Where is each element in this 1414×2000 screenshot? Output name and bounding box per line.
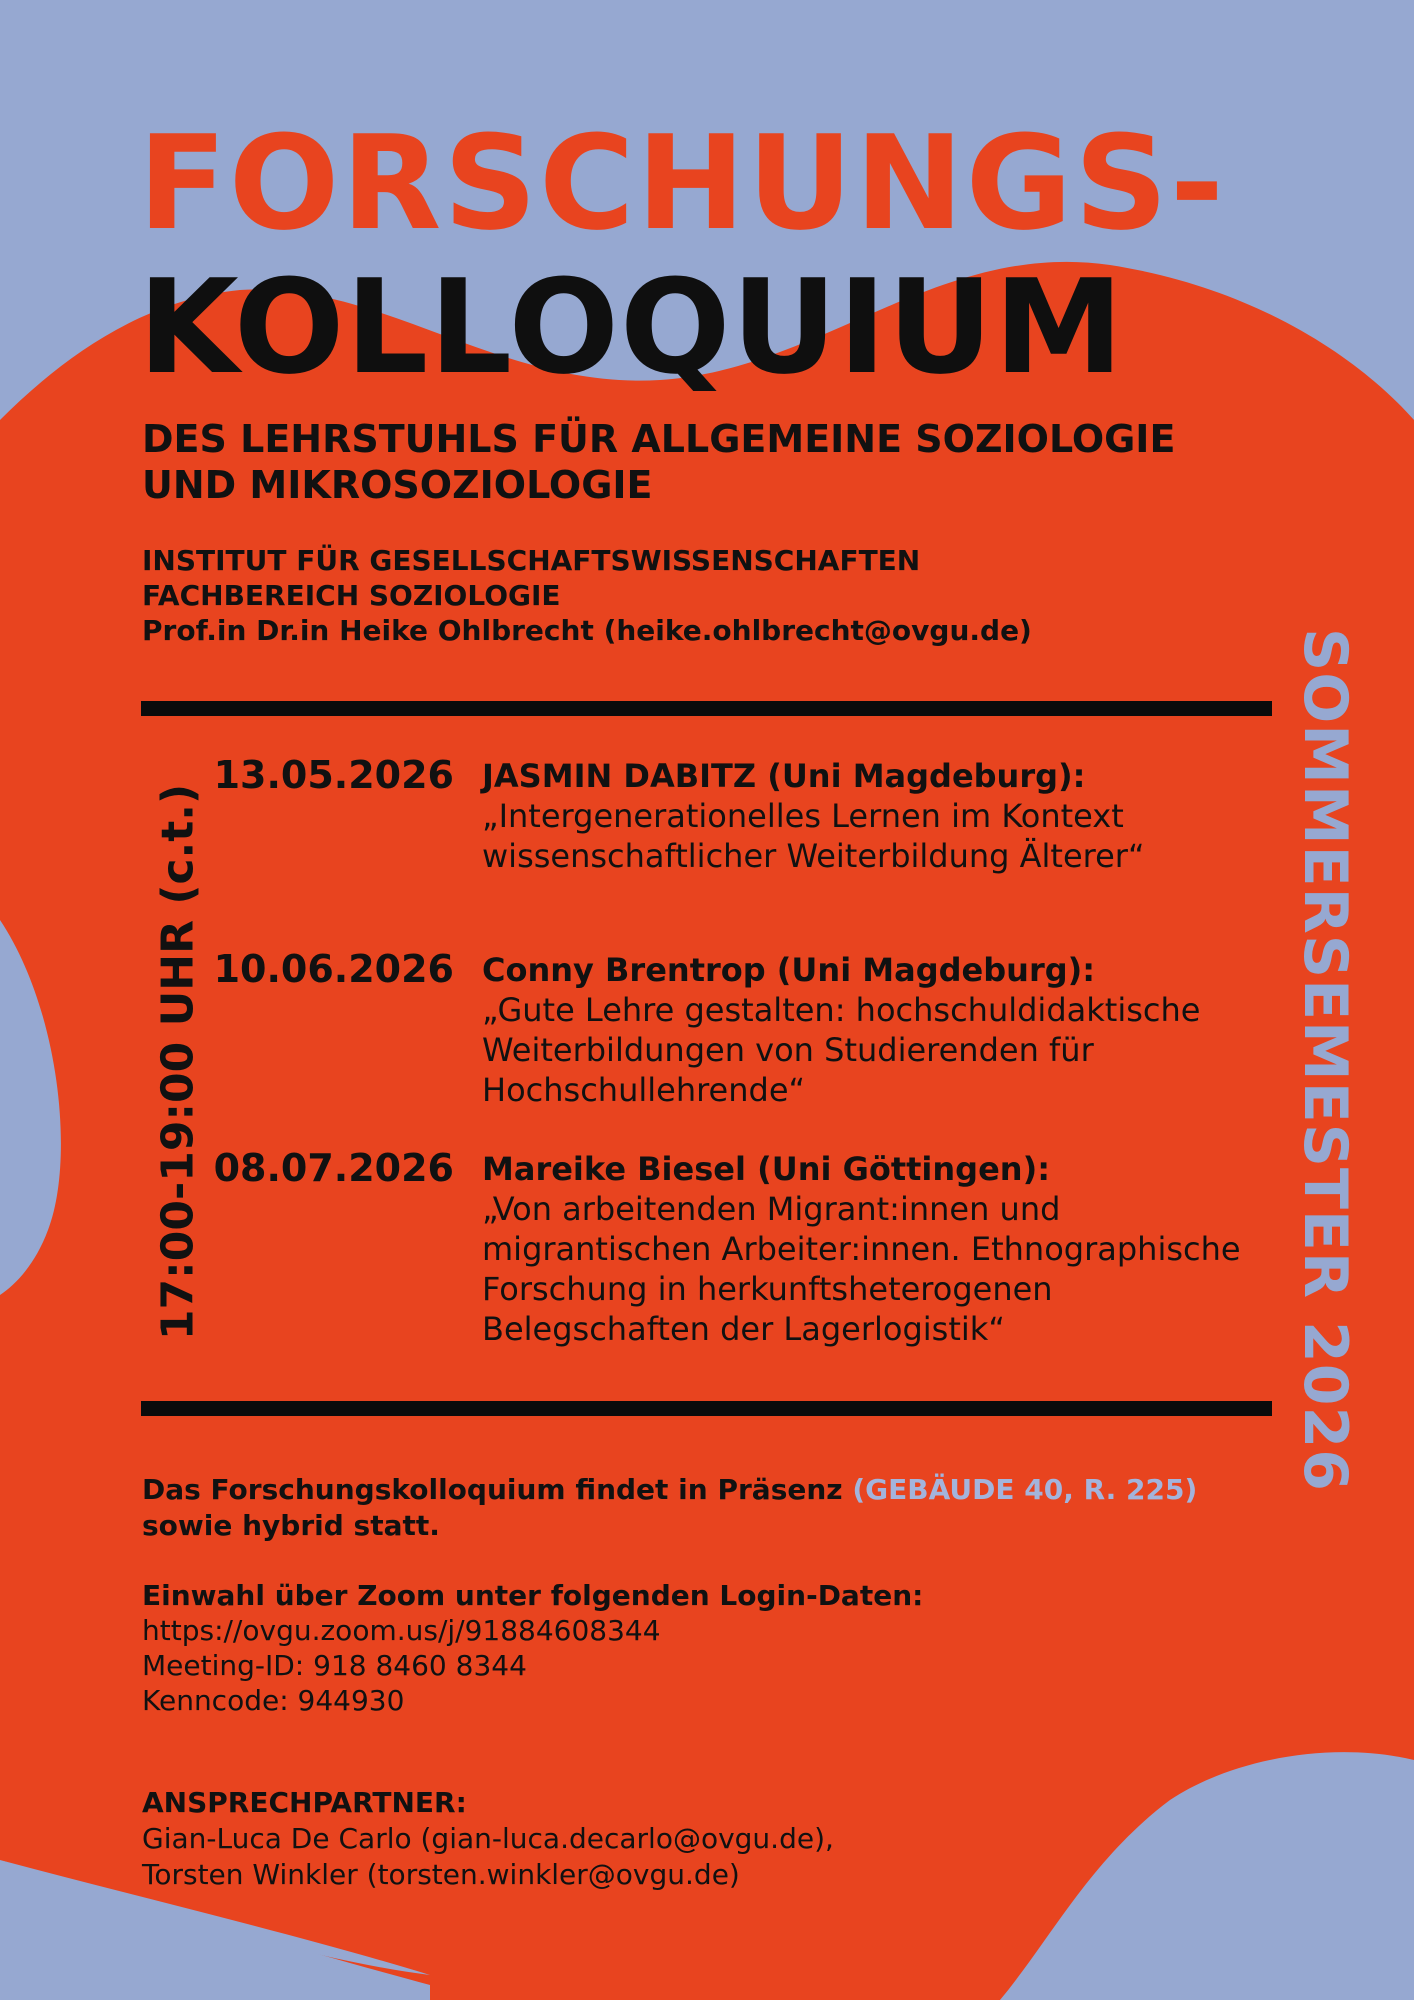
topic-line: Hochschullehrende“: [482, 1071, 806, 1109]
zoom-heading: Einwahl über Zoom unter folgenden Login-Daten:: [142, 1579, 924, 1612]
contact-info: [142, 1785, 834, 1893]
professor-line: [142, 613, 1142, 648]
event-topic: [482, 990, 1272, 1110]
orange-blob: [0, 251, 1414, 2000]
department-name: FACHBEREICH SOZIOLOGIE: [142, 579, 561, 612]
divider-bottom: [141, 1401, 1272, 1416]
contact-heading: ANSPRECHPARTNER:: [142, 1786, 467, 1819]
topic-line: Belegschaften der Lagerlogistik“: [482, 1310, 1005, 1348]
topic-line: „Von arbeitenden Migrant:innen und: [482, 1190, 1061, 1228]
event-details: [482, 950, 1272, 1110]
time-label: 17:00-19:00 UHR (c.t.): [152, 783, 204, 1341]
venue-info: [142, 1472, 1292, 1544]
topic-line: „Gute Lehre gestalten: hochschuldidaktische: [482, 991, 1201, 1029]
zoom-meeting-id: Meeting-ID: 918 8460 8344: [142, 1649, 527, 1682]
institute-block: [142, 543, 1142, 648]
zoom-passcode: Kenncode: 944930: [142, 1684, 405, 1717]
topic-line: „Intergenerationelles Lernen im Kontext: [482, 797, 1124, 835]
event-date: 08.07.2026: [213, 1146, 454, 1190]
divider-top: [141, 701, 1272, 716]
event-speaker: Conny Brentrop (Uni Magdeburg):: [482, 951, 1096, 989]
professor-name: Prof.in Dr.in Heike Ohlbrecht: [142, 614, 594, 647]
event-date: 13.05.2026: [213, 753, 454, 797]
zoom-link[interactable]: https://ovgu.zoom.us/j/91884608344: [142, 1614, 661, 1647]
event-speaker: JASMIN DABITZ (Uni Magdeburg):: [482, 757, 1086, 795]
title-forschungs: FORSCHUNGS-: [138, 107, 1226, 259]
event-speaker: Mareike Biesel (Uni Göttingen):: [482, 1150, 1050, 1188]
subtitle-line-1: DES LEHRSTUHLS FÜR ALLGEMEINE SOZIOLOGIE: [142, 417, 1176, 461]
institute-name: INSTITUT FÜR GESELLSCHAFTSWISSENSCHAFTEN: [142, 544, 921, 577]
topic-line: Forschung in herkunftsheterogenen: [482, 1270, 1053, 1308]
chair-subtitle: [142, 416, 1242, 508]
event-topic: [482, 1189, 1272, 1349]
event-topic: [482, 796, 1272, 876]
topic-line: wissenschaftlicher Weiterbildung Älterer“: [482, 837, 1145, 875]
contact-person-1[interactable]: Gian-Luca De Carlo (gian-luca.decarlo@ovgu.de),: [142, 1822, 834, 1855]
venue-location: (GEBÄUDE 40, R. 225): [852, 1473, 1198, 1506]
subtitle-line-2: UND MIKROSOZIOLOGIE: [142, 463, 653, 507]
topic-line: migrantischen Arbeiter:innen. Ethnographische: [482, 1230, 1241, 1268]
venue-text: Das Forschungskolloquium findet in Präsenz: [142, 1473, 853, 1506]
zoom-info: [142, 1578, 923, 1718]
semester-label: SOMMERSEMESTER 2026: [1290, 628, 1360, 1492]
topic-line: Weiterbildungen von Studierenden für: [482, 1031, 1094, 1069]
event-details: [482, 756, 1272, 876]
event-date: 10.06.2026: [213, 947, 454, 991]
event-details: [482, 1149, 1272, 1349]
professor-email[interactable]: (heike.ohlbrecht@ovgu.de): [603, 614, 1032, 647]
contact-person-2[interactable]: Torsten Winkler (torsten.winkler@ovgu.de): [142, 1858, 740, 1891]
title-kolloquium: KOLLOQUIUM: [138, 251, 1125, 403]
venue-hybrid-text: sowie hybrid statt.: [142, 1509, 440, 1542]
